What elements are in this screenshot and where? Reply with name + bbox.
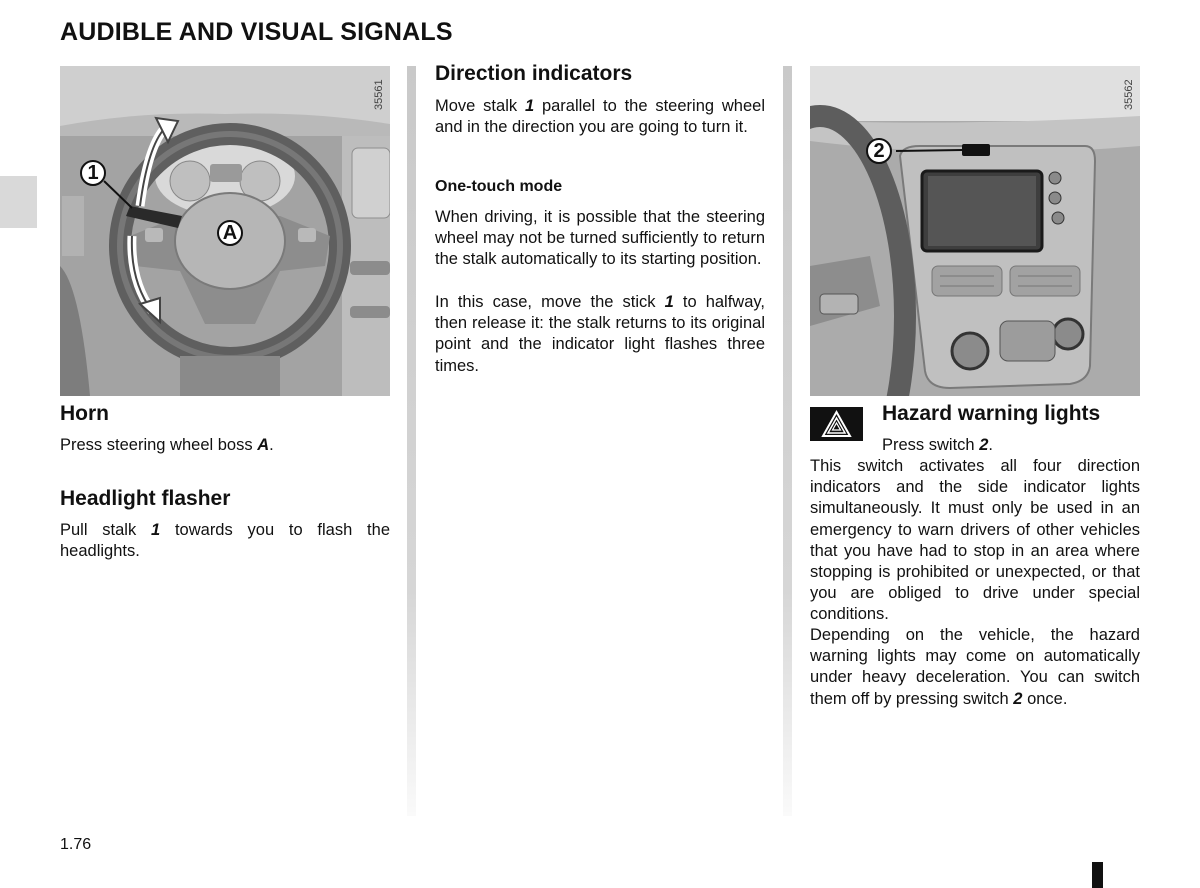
direction-indicators-text: Move stalk 1 parallel to the steering wheel and in the direction you are going to turn it. (435, 97, 765, 137)
ref-1: 1 (524, 97, 535, 115)
column-divider-left (407, 66, 416, 816)
ref-2: 2 (1013, 689, 1023, 708)
hazard-triangle-icon (810, 407, 863, 441)
one-touch-mode-heading: One-touch mode (435, 178, 563, 195)
callout-boss-A: A (217, 220, 243, 246)
horn-heading: Horn (60, 402, 109, 425)
one-touch-mode-instruction: In this case, move the stick 1 to halfway, then release it: the stalk returns to its original point and the indicator light flashes three times. (435, 293, 766, 375)
ref-1: 1 (664, 293, 674, 311)
hazard-symbol (810, 407, 863, 441)
hazard-heading: Hazard warning lights (882, 402, 1101, 425)
one-touch-mode-text: When driving, it is possible that the steering wheel may not be turned sufficiently to return the stalk automatically to its starting position. (435, 208, 765, 269)
hazard-description: This switch activates all four direction indicators and the side indicator lights simultaneously. It must only be used in an emergency to warn drivers of other vehicles that you have had to stop in an area where stopping is prohibited or unexpected, or that you are obliged to drive under special conditions. (810, 457, 1140, 624)
direction-indicators-heading: Direction indicators (435, 62, 633, 85)
hazard-press-text: Press switch 2. (882, 436, 993, 454)
dashboard-drawing (810, 66, 1140, 396)
section-tab (0, 176, 37, 228)
callout-switch-2: 2 (866, 138, 892, 164)
headlight-flasher-text: Pull stalk 1 towards you to flash the headlights. (60, 521, 390, 561)
horn-text: Press steering wheel boss A. (60, 436, 274, 454)
end-of-section-mark (1092, 862, 1103, 888)
headlight-flasher-heading: Headlight flasher (60, 487, 231, 510)
page-title: AUDIBLE AND VISUAL SIGNALS (60, 18, 453, 46)
ref-A: A (257, 436, 270, 454)
steering-wheel-illustration (60, 66, 390, 396)
callout-stalk-1: 1 (80, 160, 106, 186)
dashboard-illustration (810, 66, 1140, 396)
hazard-deceleration-text: Depending on the vehicle, the hazard warning lights may come on automatically under heavy deceleration. You can switch them off by pressing switch 2 once. (810, 626, 1140, 708)
ref-1: 1 (151, 521, 161, 539)
column-divider-right (783, 66, 792, 816)
figure-id: 35561 (373, 79, 385, 110)
figure-id: 35562 (1123, 79, 1135, 110)
page-number: 1.76 (60, 836, 92, 853)
ref-2: 2 (979, 436, 989, 454)
